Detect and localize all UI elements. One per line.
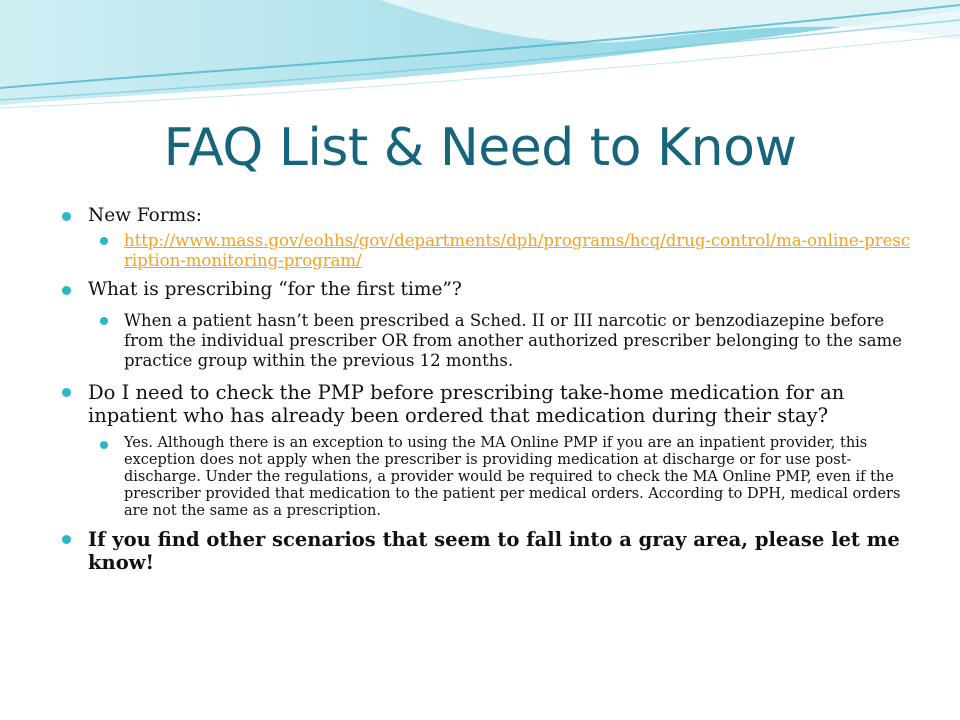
bullet-item: [62, 381, 912, 427]
bullet-list: [62, 205, 912, 578]
bullet-item: [62, 205, 912, 227]
bullet-item: [62, 279, 912, 301]
bullet-text: Do I need to check the PMP before prescribing take-home medication for an inpatient who has already been ordered that medication during their stay?: [88, 381, 845, 427]
bullet-icon: [100, 441, 108, 449]
bullet-icon: [62, 535, 71, 544]
sub-bullet-text: Yes. Although there is an exception to using the MA Online PMP if you are an inpatient provider, this exception does not apply when the prescriber is providing medication at discharge or for use post-discharge. Under the regulations, a provider would be required to check the MA Online PMP, even if the prescriber provided that medication to the patient per medical orders. According to DPH, medical orders are not the same as a prescription.: [124, 435, 901, 519]
slide-title: FAQ List & Need to Know: [163, 118, 797, 178]
bullet-item: [62, 528, 912, 574]
bullet-text: If you find other scenarios that seem to fall into a gray area, please let me know!: [88, 528, 900, 574]
sub-bullet-item: [62, 435, 912, 520]
bullet-text: What is prescribing “for the first time”?: [88, 279, 462, 300]
bullet-icon: [100, 237, 108, 245]
sub-bullet-item: [62, 311, 912, 371]
sub-bullet-text: When a patient hasn’t been prescribed a Sched. II or III narcotic or benzodiazepine before from the individual prescriber OR from another authorized prescriber belonging to the same practice group within the previous 12 months.: [124, 311, 902, 370]
sub-bullet-item: [62, 231, 912, 271]
bullet-icon: [62, 388, 71, 397]
bullet-text: New Forms:: [88, 205, 202, 226]
bullet-icon: [100, 317, 108, 325]
bullet-icon: [62, 286, 71, 295]
bullet-icon: [62, 212, 71, 221]
pmp-link[interactable]: http://www.mass.gov/eohhs/gov/departments/dph/programs/hcq/drug-control/ma-online-prescription-monitoring-program/: [124, 231, 911, 270]
